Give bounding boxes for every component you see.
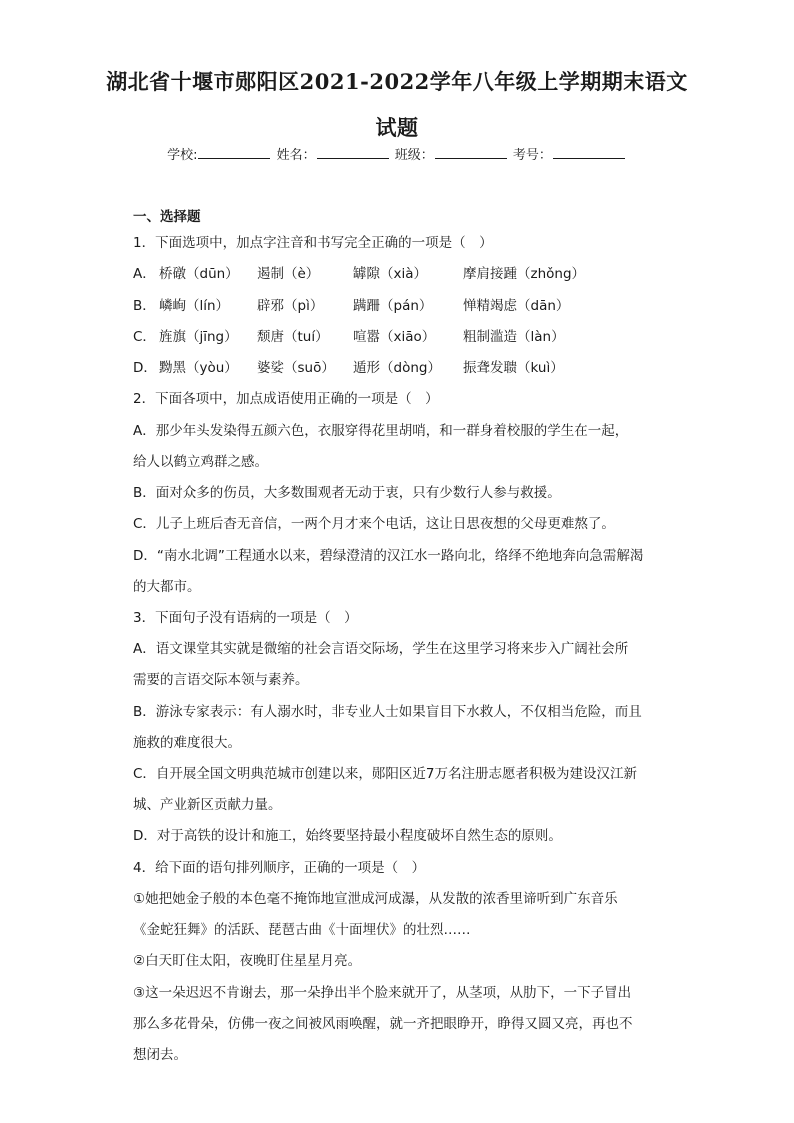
q2-option-a-line1: A．那少年头发染得五颜六色，衣服穿得花里胡哨，和一群身着校服的学生在一起， <box>133 423 629 439</box>
q1-stem: 1．下面选项中，加点字注音和书写完全正确的一项是（ ） <box>133 235 493 251</box>
q4-item-3-line1: ③这一朵迟迟不肯谢去，那一朵挣出半个脸来就开了，从茎项，从肋下，一下子冒出 <box>133 985 632 1001</box>
option-item: 蹒跚（pán） <box>353 298 433 314</box>
q2-option-d-line1: D．“南水北调”工程通水以来，碧绿澄清的汉江水一路向北，络绎不绝地奔向急需解渴 <box>133 548 644 564</box>
option-item: 粗制滥造（làn） <box>463 329 565 345</box>
student-info-row <box>0 144 794 163</box>
q3-option-b-line1: B．游泳专家表示：有人溺水时，非专业人士如果盲目下水救人，不仅相当危险，而且 <box>133 704 642 720</box>
name-blank[interactable] <box>317 146 389 159</box>
q2-option-b: B．面对众多的伤员，大多数围观者无动于衷，只有少数行人参与救援。 <box>133 485 561 501</box>
option-letter: B． <box>133 298 156 314</box>
option-item: 惮精竭虑（dān） <box>463 298 570 314</box>
q4-item-3-line2: 那么多花骨朵，仿佛一夜之间被风雨唤醒，就一齐把眼睁开，睁得又圆又亮，再也不 <box>133 1016 633 1032</box>
name-label: 姓名： <box>276 148 316 163</box>
q4-item-1-line2: 《金蛇狂舞》的活跃、琵琶古曲《十面埋伏》的壮烈…… <box>133 922 471 938</box>
q2-option-c: C．儿子上班后杳无音信，一两个月才来个电话，这让日思夜想的父母更难熬了。 <box>133 516 615 532</box>
option-item: 旌旗（jīng） <box>159 329 238 345</box>
q1-option-b <box>133 297 569 315</box>
document-title-line-2: 试题 <box>375 115 419 140</box>
document-title-line-1: 湖北省十堰市郧阳区2021-2022学年八年级上学期期末语文 <box>106 69 688 94</box>
class-blank[interactable] <box>435 146 507 159</box>
q3-option-b-line2: 施救的难度很大。 <box>133 735 241 751</box>
option-letter: C． <box>133 329 156 345</box>
option-item: 摩肩接踵（zhǒng） <box>463 266 586 282</box>
q2-option-d-line2: 的大都市。 <box>133 579 201 595</box>
q3-option-a-line1: A．语文课堂其实就是微缩的社会言语交际场，学生在这里学习将来步入广阔社会所 <box>133 641 629 657</box>
q1-option-d <box>133 359 564 377</box>
q3-option-c-line1: C．自开展全国文明典范城市创建以来，郧阳区近7万名注册志愿者积极为建设汉江新 <box>133 766 638 782</box>
option-item: 振聋发聩（kuì） <box>463 360 564 376</box>
q2-option-a-line2: 给人以鹤立鸡群之感。 <box>133 454 268 470</box>
section-heading: 一、选择题 <box>133 209 201 225</box>
number-label: 考号： <box>512 148 552 163</box>
option-item: 颓唐（tuí） <box>257 329 329 345</box>
q3-stem: 3．下面句子没有语病的一项是（ ） <box>133 610 358 626</box>
q1-option-c <box>133 328 565 346</box>
q1-option-a <box>133 265 585 283</box>
q3-option-c-line2: 城、产业新区贡献力量。 <box>133 797 282 813</box>
option-item: 嶙峋（lín） <box>159 298 230 314</box>
option-item: 婆娑（suō） <box>257 360 335 376</box>
class-label: 班级： <box>394 148 434 163</box>
option-item: 喧嚣（xiāo） <box>353 329 436 345</box>
q2-stem: 2．下面各项中，加点成语使用正确的一项是（ ） <box>133 391 439 407</box>
q4-item-3-line3: 想闭去。 <box>133 1047 187 1063</box>
q4-stem: 4．给下面的语句排列顺序，正确的一项是（ ） <box>133 860 426 876</box>
option-item: 黝黑（yòu） <box>159 360 238 376</box>
option-item: 遁形（dòng） <box>353 360 441 376</box>
q3-option-d: D．对于高铁的设计和施工，始终要坚持最小程度破坏自然生态的原则。 <box>133 828 562 844</box>
option-letter: A． <box>133 266 156 282</box>
option-item: 遏制（è） <box>257 266 320 282</box>
q3-option-a-line2: 需要的言语交际本领与素养。 <box>133 672 309 688</box>
option-letter: D． <box>133 360 157 376</box>
q4-item-2: ②白天盯住太阳，夜晚盯住星星月亮。 <box>133 953 362 969</box>
school-label: 学校: <box>167 148 198 163</box>
option-item: 罅隙（xià） <box>353 266 428 282</box>
option-item: 辟邪（pì） <box>257 298 324 314</box>
school-blank[interactable] <box>198 146 270 159</box>
option-item: 桥礅（dūn） <box>159 266 239 282</box>
q4-item-1-line1: ①她把她金子般的本色毫不掩饰地宣泄成河成瀑，从发散的浓香里谛听到广东音乐 <box>133 891 618 907</box>
number-blank[interactable] <box>553 146 625 159</box>
